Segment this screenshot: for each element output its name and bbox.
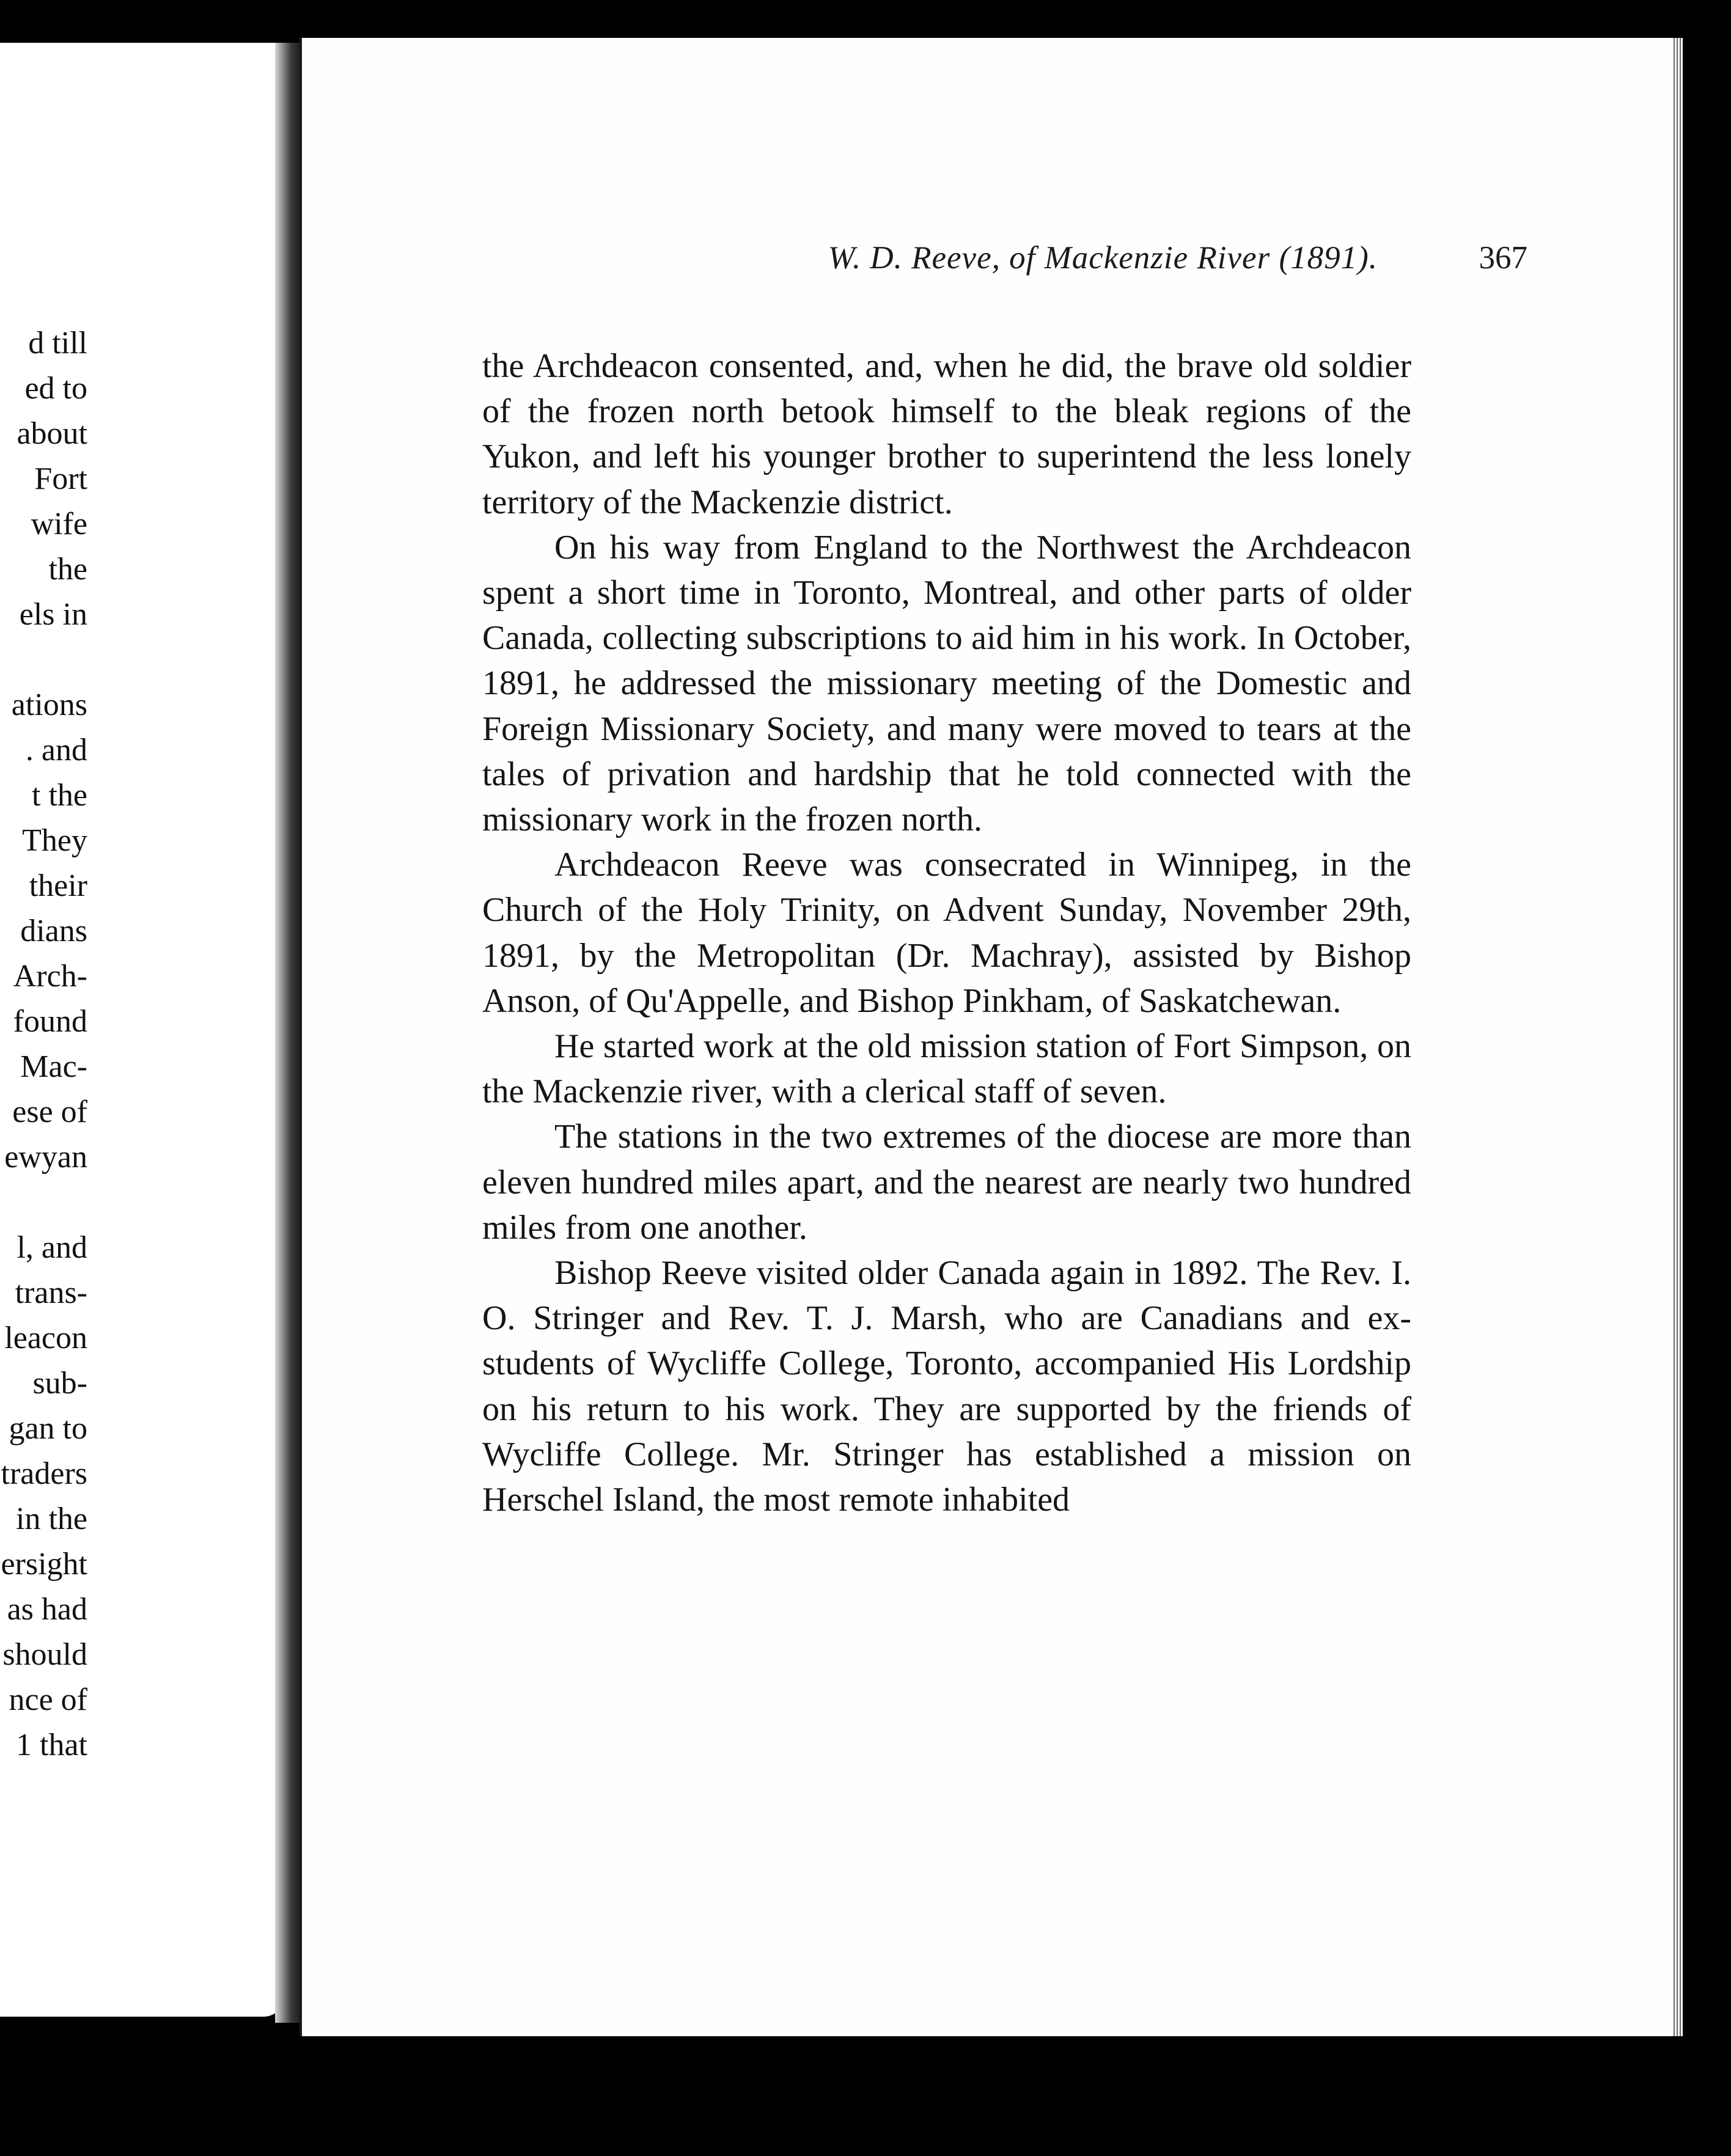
facing-page-line: ese of (12, 1094, 87, 1129)
facing-page-line: about (17, 416, 87, 451)
book-page (300, 38, 1674, 2036)
facing-page-line: gan to (9, 1411, 87, 1446)
body-text (482, 343, 1411, 1522)
facing-page-line: their (29, 868, 87, 903)
paragraph-2: On his way from England to the Northwest the Archdeacon spent a short time in Toronto, Montreal, and other parts of older Canada, collecting subscriptions to aid him in his work. In October, 1891, he addressed the missionary meeting of the Domestic and Foreign Missionary Society, and many were moved to tears at the tales of privation and hardship that he told connected with the missionary work in the frozen north. (482, 528, 1411, 839)
page-number: 367 (1479, 240, 1527, 276)
facing-page-line: dians (20, 914, 87, 948)
paragraph-5: The stations in the two extremes of the diocese are more than eleven hundred miles apart, and the nearest are nearly two hundred miles from one another. (482, 1118, 1411, 1247)
paragraph-1: the Archdeacon consented, and, when he did, the brave old soldier of the frozen north betook himself to the bleak regions of the Yukon, and left his younger brother to superintend the less lonely territory of the Mackenzie district. (482, 347, 1411, 521)
facing-page-line: trans- (15, 1275, 87, 1310)
paragraph-6: Bishop Reeve visited older Canada again in 1892. The Rev. I. O. Stringer and Rev. T. J. Marsh, who are Canadians and ex-students of Wycliffe College, Toronto, accompanied His Lordship on his return to his work. They are supported by the friends of Wycliffe College. Mr. Stringer has established a mission on Herschel Island, the most remote inhabited (482, 1254, 1411, 1519)
facing-page-line: nce of (9, 1682, 87, 1717)
facing-page-line: ewyan (4, 1140, 87, 1175)
facing-page-line: ations (11, 688, 87, 722)
facing-page-line: Arch- (13, 959, 87, 994)
facing-page-line: leacon (4, 1321, 87, 1355)
facing-page-line: ersight (1, 1547, 87, 1582)
facing-page-line: in the (16, 1502, 87, 1536)
running-head (302, 240, 1674, 295)
running-title: W. D. Reeve, of Mackenzie River (1891). (828, 240, 1378, 276)
page-edges (1672, 38, 1683, 2036)
facing-page-line: els in (19, 597, 87, 632)
facing-page-line: l, and (17, 1230, 87, 1265)
facing-page-left (0, 43, 288, 2017)
facing-page-line: wife (31, 507, 87, 541)
paragraph-4: He started work at the old mission station of Fort Simpson, on the Mackenzie river, with a clerical staff of seven. (482, 1027, 1411, 1111)
facing-page-line: sub- (32, 1366, 87, 1401)
facing-page-line: d till (28, 326, 87, 361)
facing-page-line: should (2, 1637, 87, 1672)
facing-page-line: traders (1, 1456, 87, 1491)
facing-page-line: 1 that (16, 1728, 87, 1762)
facing-page-line: They (22, 823, 87, 858)
facing-page-line: as had (7, 1592, 87, 1627)
facing-page-line: . and (25, 733, 87, 768)
facing-page-line: the (48, 552, 87, 587)
facing-page-line: t the (32, 778, 87, 813)
facing-page-line: found (13, 1004, 87, 1039)
facing-page-line: Fort (34, 461, 87, 496)
facing-page-line: ed to (24, 371, 87, 406)
paragraph-3: Archdeacon Reeve was consecrated in Winnipeg, in the Church of the Holy Trinity, on Advent Sunday, November 29th, 1891, by the Metropolitan (Dr. Machray), assisted by Bishop Anson, of Qu'Appelle, and Bishop Pinkham, of Saskatchewan. (482, 846, 1411, 1020)
facing-page-line: Mac- (20, 1049, 87, 1084)
